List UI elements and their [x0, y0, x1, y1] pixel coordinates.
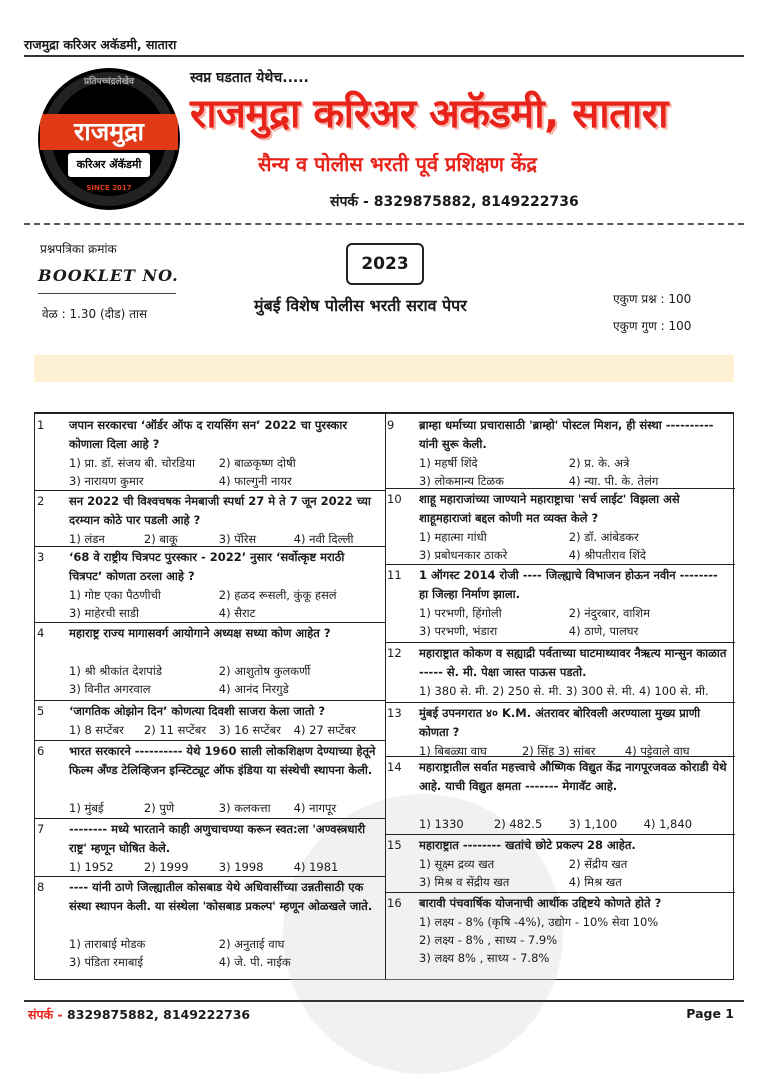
option-row [69, 454, 381, 472]
exam-duration: वेळ : 1.30 (दीड) तास [42, 307, 148, 321]
answer-option[interactable]: 2) प्र. के. अत्रे [568, 456, 630, 470]
answer-option[interactable]: 1) श्री श्रीकांत देशपांडे [69, 664, 162, 678]
option-row [69, 604, 381, 622]
answer-option[interactable]: 2) बाकू [143, 532, 178, 546]
option-row [419, 931, 731, 949]
answer-option[interactable]: 4) न्या. पी. के. तेलंग [568, 474, 659, 488]
answer-option[interactable]: 1) 8 सप्टेंबर [69, 723, 124, 737]
answer-options [69, 662, 381, 698]
question-text: ‘जागतिक ओझोन दिन’ कोणत्या दिवशी साजरा केला जातो ? [69, 704, 326, 718]
question-text: महाराष्ट्रात कोकण व सह्याद्री पर्वताच्या घाटमाथ्यावर नैऋत्य मान्सुन काळात ----- से. मी. पेक्षा जास्त पाऊस पडतो. [419, 646, 727, 679]
paper-title: मुंबई विशेष पोलीस भरती सराव पेपर [254, 296, 467, 315]
question-text: भारत सरकारने ---------- येथे 1960 साली लोकशिक्षण देण्याच्या हेतूने फिल्म अँण्ड टेलिव्हिजन इन्स्टिट्यूट ऑफ इंडिया या संस्थेची स्थापना केली. [69, 744, 376, 777]
question-divider [35, 490, 385, 491]
logo-since: SINCE 2017 [86, 184, 132, 192]
answer-options [419, 855, 731, 891]
option-row [419, 622, 731, 640]
answer-options [419, 454, 731, 490]
answer-option[interactable]: 1) 1952 [69, 860, 114, 874]
answer-option[interactable]: 2) नंदुरबार, वाशिम [568, 606, 651, 620]
answer-option[interactable]: 3) पॅरिस [218, 532, 257, 546]
option-row [69, 680, 381, 698]
answer-option[interactable]: 1) परभणी, हिंगोली [419, 606, 502, 620]
question-divider [385, 642, 735, 643]
question-divider [385, 702, 735, 703]
question-7 [35, 818, 385, 876]
header-contact: संपर्क - 8329875882, 8149222736 [330, 194, 579, 210]
answer-options [69, 935, 381, 971]
question-text: -------- मध्ये भारताने काही अणुचाचण्या करून स्वत:ला 'अण्वस्त्रधारी राष्ट्र' म्हणून घोषित केले. [69, 822, 366, 855]
option-row [69, 662, 381, 680]
answer-option[interactable]: 4) श्रीपतीराव शिंदे [568, 548, 647, 562]
question-number: 9 [387, 418, 395, 432]
answer-option[interactable]: 3) मिश्र व सेंद्रीय खत [419, 875, 510, 889]
answer-option[interactable]: 2) सिंह 3) सांबर [521, 744, 596, 758]
question-number: 1 [37, 418, 45, 432]
question-text: महाराष्ट्रातील सर्वात महत्त्वाचे औष्णिक विद्युत केंद्र नागपूरजवळ कोराडी येथे आहे. याची विद्युत क्षमता ------- मेगावॅट आहे. [419, 760, 727, 793]
footer-contact [28, 1006, 250, 1023]
question-text: बारावी पंचवार्षिक योजनाची आर्थीक उद्दिष्टये कोणते होते ? [419, 896, 662, 910]
question-divider [385, 756, 735, 757]
answer-option[interactable]: 4) फाल्गुनी नायर [218, 474, 292, 488]
question-divider [35, 740, 385, 741]
question-16 [385, 892, 735, 982]
option-row [69, 586, 381, 604]
option-row [419, 682, 731, 700]
answer-option[interactable]: 4) नवी दिल्ली [293, 532, 354, 546]
question-text: मुंबई उपनगरात ४० K.M. अंतरावर बोरिवली अरण्याला मुख्य प्राणी कोणता ? [419, 706, 701, 739]
question-4 [35, 622, 385, 700]
answer-option[interactable]: 2) आशुतोष कुलकर्णी [218, 664, 311, 678]
option-row [419, 913, 731, 931]
question-9 [385, 414, 735, 488]
question-12 [385, 642, 735, 702]
question-number: 15 [387, 838, 402, 852]
question-number: 10 [387, 492, 402, 506]
question-text: ---- यांनी ठाणे जिल्ह्यातील कोसबाड येथे अधिवासींच्या उन्नतीसाठी एक संस्था स्थापन केली. या संस्थेला 'कोसबाड प्रकल्प' म्हणून ओळखले जाते. [69, 880, 373, 913]
option-row [419, 546, 731, 564]
question-number: 5 [37, 704, 45, 718]
option-row [69, 935, 381, 953]
footer-contact-numbers: 8329875882, 8149222736 [62, 1007, 251, 1022]
answer-options [419, 913, 731, 967]
question-text: ब्राम्हा धर्माच्या प्रचारासाठी 'ब्राम्हो' पोस्टल मिशन, ही संस्था ---------- यांनी सुरू केली. [419, 418, 714, 451]
question-number: 12 [387, 646, 402, 660]
answer-option[interactable]: 2) डॉ. आंबेडकर [568, 530, 639, 544]
question-number: 16 [387, 896, 402, 910]
answer-option[interactable]: 4) सैराट [218, 606, 256, 620]
question-11 [385, 564, 735, 642]
answer-option[interactable]: 1) लक्ष्य - 8% (कृषि -4%), उद्योग - 10% सेवा 10% [419, 915, 659, 929]
answer-option[interactable]: 3) 1998 [218, 860, 264, 874]
logo-subtitle: करिअर ॲकॅडमी [68, 153, 150, 177]
question-5 [35, 700, 385, 740]
answer-option[interactable]: 3) माहेरची साडी [69, 606, 139, 620]
question-text: जपान सरकारचा ‘ऑर्डर ऑफ द रायसिंग सन’ 2022 चा पुरस्कार कोणाला दिला आहे ? [69, 418, 348, 451]
booklet-number-line [38, 293, 176, 294]
question-divider [385, 892, 735, 893]
answer-options [69, 586, 381, 622]
logo-ring-text: प्रतिपच्चंद्रलेखेव [83, 77, 135, 87]
question-divider [35, 876, 385, 877]
question-number: 7 [37, 822, 45, 836]
option-row [419, 873, 731, 891]
option-row [69, 799, 381, 817]
question-divider [35, 622, 385, 623]
answer-option[interactable]: 3) प्रबोधनकार ठाकरे [419, 548, 508, 562]
answer-option[interactable]: 3) विनीत अगरवाल [69, 682, 151, 696]
question-number: 11 [387, 568, 402, 582]
answer-option[interactable]: 4) मिश्र खत [568, 875, 622, 889]
answer-option[interactable]: 3) कलकत्ता [218, 801, 271, 815]
answer-options [69, 858, 381, 876]
booklet-number-label: BOOKLET NO. [38, 266, 179, 285]
question-divider [385, 488, 735, 489]
answer-option[interactable]: 4) 1981 [293, 860, 339, 874]
answer-option[interactable]: 1) प्रा. डॉ. संजय बी. चोरडिया [69, 456, 195, 470]
question-text: 1 ऑगस्ट 2014 रोजी ---- जिल्ह्याचे विभाजन होऊन नवीन -------- हा जिल्हा निर्माण झाला. [419, 568, 718, 601]
question-1 [35, 414, 385, 490]
answer-option[interactable]: 2) लक्ष्य - 8% , साध्य - 7.9% [419, 933, 558, 947]
option-row [419, 855, 731, 873]
answer-option[interactable]: 2) पुणे [143, 801, 175, 815]
answer-option[interactable]: 1) 1330 [419, 817, 464, 831]
total-questions: एकुण प्रश्न : 100 [613, 292, 692, 306]
answer-option[interactable]: 4) 27 सप्टेंबर [293, 723, 356, 737]
answer-option[interactable]: 1) लंडन [69, 532, 105, 546]
footer-divider [24, 1000, 744, 1002]
question-number: 3 [37, 550, 45, 564]
answer-options [419, 604, 731, 640]
answer-option[interactable]: 4) नागपूर [293, 801, 337, 815]
answer-option[interactable]: 3) 1,100 [568, 817, 618, 831]
question-number: 2 [37, 494, 45, 508]
answer-option[interactable]: 2) 11 सप्टेंबर [143, 723, 207, 737]
top-divider [24, 55, 744, 57]
answer-options [69, 799, 381, 817]
page-number: Page 1 [686, 1006, 734, 1021]
question-number: 14 [387, 760, 402, 774]
question-number: 13 [387, 706, 402, 720]
answer-option[interactable]: 1) ताराबाई मोडक [69, 937, 146, 951]
answer-option[interactable]: 4) जे. पी. नाईक [218, 955, 291, 969]
question-divider [35, 546, 385, 547]
option-row [419, 815, 731, 833]
academy-title: राजमुद्रा करिअर अकॅडमी, सातारा [190, 91, 668, 137]
answer-options [419, 528, 731, 564]
footer-contact-label: संपर्क - [28, 1007, 63, 1022]
logo-name: राजमुद्रा [40, 114, 178, 150]
question-8 [35, 876, 385, 982]
question-number: 6 [37, 744, 45, 758]
answer-option[interactable]: 4) पट्टेवाले वाघ [624, 744, 690, 758]
answer-option[interactable]: 1) 380 से. मी. 2) 250 से. मी. 3) 300 से. मी. 4) 100 से. मी. [419, 684, 709, 698]
answer-options [69, 454, 381, 490]
academy-subtitle: सैन्य व पोलीस भरती पूर्व प्रशिक्षण केंद्र [258, 152, 537, 176]
answer-option[interactable]: 1) सूक्ष्म द्रव्य खत [419, 857, 495, 871]
question-2 [35, 490, 385, 546]
answer-option[interactable]: 1) बिबळ्या वाघ [419, 744, 487, 758]
question-text: महाराष्ट्र राज्य मागासवर्ग आयोगाने अध्यक्ष सध्या कोण आहेत ? [69, 626, 331, 640]
answer-option[interactable]: 2) अनुताई वाघ [218, 937, 285, 951]
answer-option[interactable]: 3) नारायण कुमार [69, 474, 144, 488]
booklet-label: प्रश्नपत्रिका क्रमांक [40, 242, 117, 256]
answer-option[interactable]: 1) महात्मा गांधी [419, 530, 487, 544]
answer-option[interactable]: 3) 16 सप्टेंबर [218, 723, 281, 737]
tagline: स्वप्न घडतात येथेच..... [190, 70, 309, 86]
answer-option[interactable]: 1) महर्षी शिंदे [419, 456, 478, 470]
answer-option[interactable]: 4) ठाणे, पालघर [568, 624, 639, 638]
answer-option[interactable]: 2) 1999 [143, 860, 189, 874]
answer-options [419, 815, 731, 833]
question-15 [385, 834, 735, 892]
question-text: शाहू महाराजांच्या जाण्याने महाराष्ट्राचा 'सर्च लाईट' विझला असे शाहूमहाराजां बद्दल कोणी मत व्यक्त केले ? [419, 492, 680, 525]
option-row [69, 472, 381, 490]
question-3 [35, 546, 385, 622]
question-6 [35, 740, 385, 818]
answer-option[interactable]: 3) लक्ष्य 8% , साध्य - 7.8% [419, 951, 550, 965]
option-row [69, 858, 381, 876]
answer-options [419, 682, 731, 700]
answer-option[interactable]: 1) मुंबई [69, 801, 104, 815]
answer-option[interactable]: 3) लोकमान्य टिळक [419, 474, 504, 488]
question-14 [385, 756, 735, 834]
total-marks: एकुण गुण : 100 [613, 319, 692, 333]
question-divider [35, 818, 385, 819]
question-10 [385, 488, 735, 564]
question-number: 4 [37, 626, 45, 640]
answer-option[interactable]: 3) परभणी, भंडारा [419, 624, 498, 638]
question-divider [35, 700, 385, 701]
question-13 [385, 702, 735, 756]
answer-option[interactable]: 2) 482.5 [493, 817, 543, 831]
academy-logo [38, 68, 180, 210]
question-divider [385, 834, 735, 835]
answer-option[interactable]: 4) आनंद निरगुडे [218, 682, 289, 696]
questions-grid [34, 412, 734, 980]
answer-option[interactable]: 1) गोष्ट एका पैठणीची [69, 588, 161, 602]
instructions-band [34, 355, 734, 382]
option-row [69, 953, 381, 971]
option-row [69, 721, 381, 739]
option-row [419, 528, 731, 546]
option-row [419, 454, 731, 472]
answer-option[interactable]: 3) पंडिता रमाबाई [69, 955, 144, 969]
top-title: राजमुद्रा करिअर अकॅडमी, सातारा [24, 37, 177, 52]
question-number: 8 [37, 880, 45, 894]
answer-options [69, 721, 381, 739]
header-dashed-divider [24, 223, 744, 225]
option-row [419, 604, 731, 622]
question-text: ‘68 वे राष्ट्रीय चित्रपट पुरस्कार - 2022’ नुसार ‘सर्वोत्कृष्ट मराठी चित्रपट’ कोणता ठरला आहे ? [69, 550, 345, 583]
question-text: सन 2022 ची विश्वचषक नेमबाजी स्पर्धा 27 मे ते 7 जून 2022 च्या दरम्यान कोठे पार पडली आहे ? [69, 494, 371, 527]
option-row [419, 949, 731, 967]
answer-option[interactable]: 2) सेंद्रीय खत [568, 857, 628, 871]
question-text: महाराष्ट्रात -------- खतांचे छोटे प्रकल्प 28 आहेत. [419, 838, 636, 852]
answer-option[interactable]: 4) 1,840 [643, 817, 693, 831]
exam-year-badge: 2023 [346, 243, 424, 285]
answer-option[interactable]: 2) बाळकृष्ण दोषी [218, 456, 296, 470]
answer-option[interactable]: 2) हळद रूसली, कुंकू हसलं [218, 588, 337, 602]
question-divider [385, 564, 735, 565]
